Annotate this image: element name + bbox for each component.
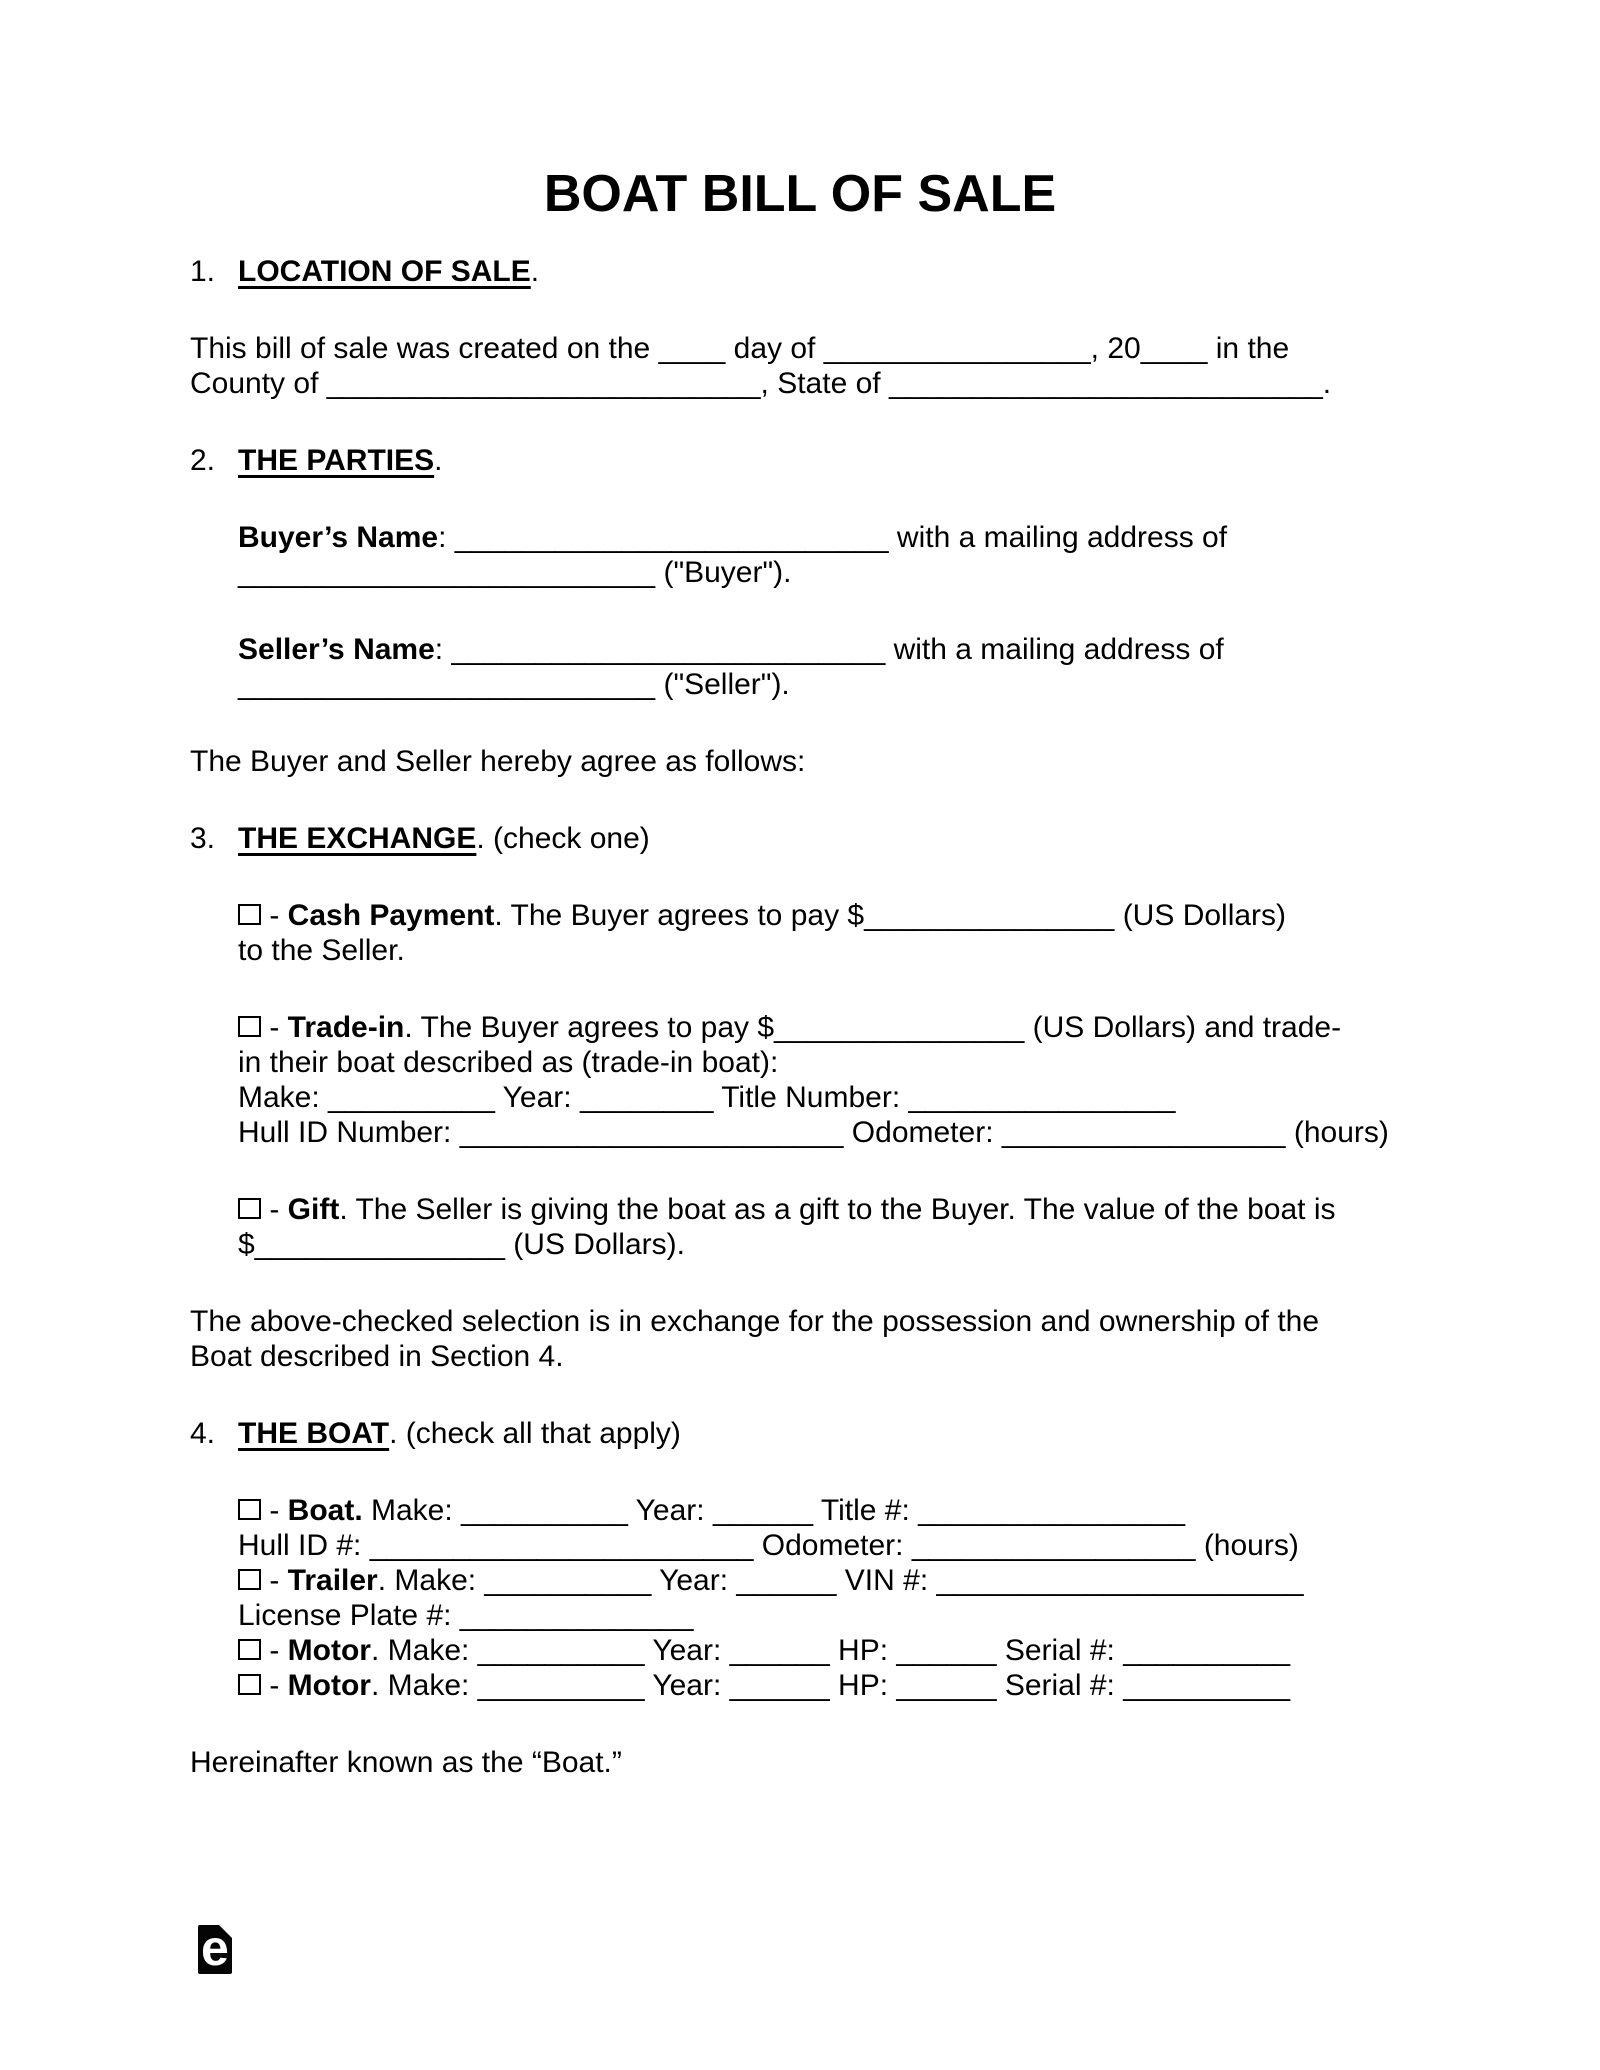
section-3-heading: [190, 821, 1410, 856]
gift-amount-blank: $_______________ (US Dollars).: [238, 1228, 685, 1261]
location-of-sale-paragraph: [190, 331, 1410, 401]
section-4-heading: [190, 1416, 1410, 1451]
trade-in-amount-blank: . The Buyer agrees to pay $_______________ (US Dollars) and trade-: [404, 1011, 1342, 1044]
section-1-number: 1.: [190, 255, 216, 288]
seller-name-blank: : __________________________ with a mailing address of: [434, 633, 1224, 666]
seller-name-label: Seller’s Name: [238, 633, 435, 666]
gift-line-1: - Gift. The Seller is giving the boat as a gift to the Buyer. The value of the boat is: [238, 1192, 1410, 1227]
section-3-title: THE EXCHANGE: [238, 822, 477, 855]
section-2-number: 2.: [190, 444, 216, 477]
section-3-number: 3.: [190, 822, 216, 855]
buyer-name-block: [238, 520, 1410, 590]
section-4-suffix: . (check all that apply): [389, 1417, 681, 1450]
trade-in-make-year-title: Make: __________ Year: ________ Title Number: ________________: [238, 1081, 1176, 1114]
buyer-line-1: [238, 520, 1410, 555]
cash-payment-line-2: to the Seller.: [238, 934, 405, 967]
boat-make-year-title: Make: __________ Year: ______ Title #: ________________: [362, 1494, 1186, 1527]
boat-label: Boat.: [287, 1494, 363, 1527]
buyer-name-label: Buyer’s Name: [238, 521, 439, 554]
motor-1-label: Motor: [287, 1634, 371, 1667]
eforms-logo-letter: e: [201, 1920, 229, 1976]
buyer-name-blank: : __________________________ with a mailing address of: [438, 521, 1228, 554]
trailer-checkbox[interactable]: [238, 1569, 261, 1590]
motor-1-details: . Make: __________ Year: ______ HP: ______ Serial #: __________: [370, 1634, 1291, 1667]
section-1-suffix: .: [530, 255, 540, 288]
motor-1-checkbox[interactable]: [238, 1639, 261, 1660]
cash-payment-label: Cash Payment: [287, 899, 495, 932]
trade-in-label: Trade-in: [287, 1011, 405, 1044]
trade-in-option: [238, 1010, 1410, 1150]
boat-description-block: [238, 1493, 1410, 1703]
boat-hull-odometer: Hull ID #: _______________________ Odometer: _________________ (hours): [238, 1529, 1299, 1562]
boat-option-line: - Boat. Make: __________ Year: ______ Title #: ________________: [238, 1493, 1410, 1528]
seller-address-blank: _________________________ ("Seller").: [238, 668, 790, 701]
trade-in-hull-odometer: Hull ID Number: _______________________ Odometer: _________________ (hours): [238, 1116, 1389, 1149]
section-4-number: 4.: [190, 1417, 216, 1450]
gift-checkbox[interactable]: [238, 1198, 261, 1219]
cash-payment-amount-blank: . The Buyer agrees to pay $_______________ (US Dollars): [494, 899, 1287, 932]
boat-closing-line: Hereinafter known as the “Boat.”: [190, 1746, 622, 1779]
trailer-license-plate: License Plate #: ______________: [238, 1599, 694, 1632]
gift-option: [238, 1192, 1410, 1262]
location-line-2: County of __________________________, State of __________________________.: [190, 367, 1332, 400]
buyer-address-blank: _________________________ ("Buyer").: [238, 556, 792, 589]
trade-in-checkbox[interactable]: [238, 1016, 261, 1037]
motor-2-checkbox[interactable]: [238, 1674, 261, 1695]
trailer-make-year-vin: . Make: __________ Year: ______ VIN #: ______________________: [377, 1564, 1304, 1597]
section-3-suffix: . (check one): [476, 822, 650, 855]
section-4-title: THE BOAT: [238, 1417, 390, 1450]
motor-2-label: Motor: [287, 1669, 371, 1702]
section-2-heading: [190, 443, 1410, 478]
eforms-logo: [198, 1920, 232, 1976]
boat-checkbox[interactable]: [238, 1499, 261, 1520]
gift-label: Gift: [287, 1193, 340, 1226]
section-1-heading: [190, 254, 1410, 289]
trailer-label: Trailer: [287, 1564, 378, 1597]
agreement-intro: The Buyer and Seller hereby agree as follows:: [190, 745, 806, 778]
seller-name-block: [238, 632, 1410, 702]
exchange-closing-paragraph: The above-checked selection is in exchange for the possession and ownership of the Boat described in Section 4.: [190, 1305, 1320, 1373]
cash-payment-option: [238, 898, 1410, 968]
section-1-title: LOCATION OF SALE: [238, 255, 531, 288]
page-title: BOAT BILL OF SALE: [543, 165, 1057, 223]
seller-line-1: [238, 632, 1410, 667]
section-2-suffix: .: [434, 444, 443, 477]
trade-in-line-1: - Trade-in. The Buyer agrees to pay $_______________ (US Dollars) and trade-: [238, 1010, 1410, 1045]
motor-2-option-line: - Motor. Make: __________ Year: ______ HP: ______ Serial #: __________: [238, 1668, 1410, 1703]
trade-in-line-2: in their boat described as (trade-in boat):: [238, 1046, 779, 1079]
motor-1-option-line: - Motor. Make: __________ Year: ______ HP: ______ Serial #: __________: [238, 1633, 1410, 1668]
section-2-title: THE PARTIES: [238, 444, 435, 477]
cash-payment-checkbox[interactable]: [238, 904, 261, 925]
trailer-option-line: - Trailer. Make: __________ Year: ______ VIN #: ______________________: [238, 1563, 1410, 1598]
location-line-1: This bill of sale was created on the ____ day of ________________, 20____ in the: [190, 332, 1290, 365]
cash-payment-line-1: - Cash Payment. The Buyer agrees to pay $_______________ (US Dollars): [238, 898, 1410, 933]
motor-2-details: . Make: __________ Year: ______ HP: ______ Serial #: __________: [370, 1669, 1291, 1702]
